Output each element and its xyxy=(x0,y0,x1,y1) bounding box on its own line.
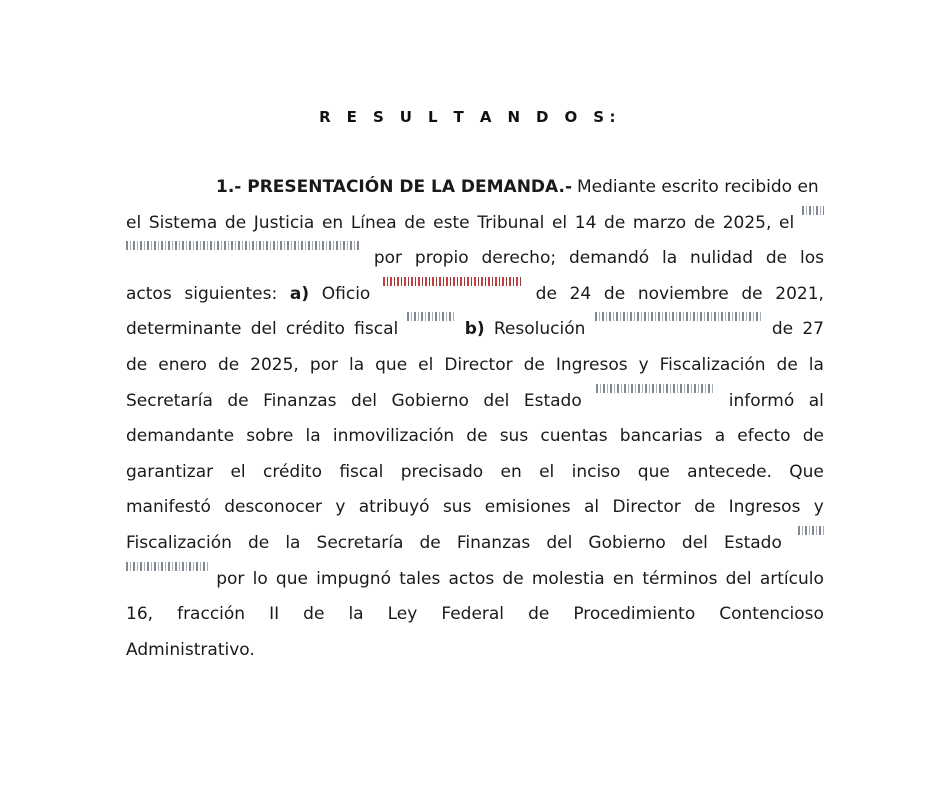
text-word: y xyxy=(335,497,346,518)
text-word: de xyxy=(126,354,148,375)
text-word: en xyxy=(321,212,344,233)
text-word: II xyxy=(269,604,280,625)
text-word: de xyxy=(303,604,325,625)
text-word: Sistema xyxy=(148,212,218,233)
redacted-text xyxy=(126,241,361,250)
text-word: inmovilización xyxy=(332,426,455,447)
text-word: sobre xyxy=(246,426,294,447)
text-word: de xyxy=(776,354,798,375)
text-word: inciso xyxy=(571,461,621,482)
text-word: bancarias xyxy=(619,426,703,447)
text-word: al xyxy=(808,390,824,411)
text-word: 24 xyxy=(569,283,592,304)
text-word: Gobierno xyxy=(588,532,666,553)
text-word: por xyxy=(309,354,339,375)
text-word: Administrativo. xyxy=(126,639,255,660)
text-line xyxy=(126,277,824,313)
text-word: atribuyó xyxy=(358,497,430,518)
redacted-text xyxy=(802,206,824,215)
text-word: términos xyxy=(642,568,718,589)
text-word: emisiones xyxy=(484,497,571,518)
text-word: manifestó xyxy=(126,497,211,518)
bold-text: 1.- PRESENTACIÓN DE LA DEMANDA.- xyxy=(216,177,573,197)
text-word: Gobierno xyxy=(391,390,469,411)
text-word: y xyxy=(813,497,824,518)
text-word: lo xyxy=(252,568,268,589)
text-line xyxy=(126,384,824,420)
text-word: de xyxy=(765,248,788,269)
text-word: impugnó xyxy=(316,568,391,589)
redacted-text xyxy=(596,384,714,393)
text-word: de xyxy=(693,212,716,233)
text-word: Finanzas xyxy=(263,390,337,411)
text-word: propio xyxy=(414,248,469,269)
text-word: Ingresos xyxy=(728,497,801,518)
text-word: Ley xyxy=(387,604,418,625)
text-word: de xyxy=(404,212,426,233)
text-word: de xyxy=(528,604,550,625)
text-word: fiscal xyxy=(354,319,399,340)
text-word: de xyxy=(217,354,240,375)
redacted-text xyxy=(407,312,455,321)
text-word: 2025, xyxy=(722,212,772,233)
text-word: artículo xyxy=(759,568,824,589)
text-word: Justicia xyxy=(253,212,315,233)
text-word: del xyxy=(351,390,378,411)
text-line xyxy=(126,597,824,633)
text-word: 14 xyxy=(574,212,597,233)
text-word: Director xyxy=(444,354,513,375)
text-word: el xyxy=(418,354,434,375)
text-word: de xyxy=(248,532,270,553)
text-word: cuentas xyxy=(540,426,608,447)
text-word: determinante xyxy=(126,319,242,340)
redacted-text xyxy=(383,277,523,286)
text-word: la xyxy=(285,532,301,553)
text-word: sus xyxy=(442,497,472,518)
text-word: de xyxy=(535,283,557,304)
paragraph-resultando-1 xyxy=(126,170,824,668)
text-word: Tribunal xyxy=(477,212,545,233)
text-word: efecto xyxy=(737,426,791,447)
text-word: por xyxy=(216,568,245,589)
text-word: fracción xyxy=(177,604,246,625)
text-word: de xyxy=(771,319,794,340)
text-word: siguientes: xyxy=(184,283,278,304)
text-word: el xyxy=(230,461,246,482)
text-word: de xyxy=(419,532,441,553)
text-word: la xyxy=(348,604,364,625)
text-word: Secretaría xyxy=(316,532,404,553)
text-word: nulidad xyxy=(690,248,753,269)
text-word: el xyxy=(551,212,568,233)
text-word: garantizar xyxy=(126,461,214,482)
text-word: informó xyxy=(728,390,795,411)
text-word: crédito xyxy=(285,319,345,340)
redacted-text xyxy=(126,562,208,571)
text-line xyxy=(126,633,824,669)
text-word: Finanzas xyxy=(456,532,531,553)
text-word: que xyxy=(637,461,670,482)
text-word: demandante xyxy=(126,426,235,447)
text-word: el xyxy=(539,461,555,482)
text-word: los xyxy=(799,248,824,269)
text-word: de xyxy=(802,426,824,447)
text-word: de xyxy=(523,354,545,375)
text-word: tales xyxy=(399,568,441,589)
text-word: que xyxy=(275,568,308,589)
redacted-text xyxy=(595,312,763,321)
text-word: actos xyxy=(448,568,495,589)
text-line xyxy=(126,490,824,526)
text-word: del xyxy=(483,390,510,411)
text-word: demandó xyxy=(568,248,650,269)
section-heading: R E S U L T A N D O S: xyxy=(319,108,621,126)
text-word: del xyxy=(681,532,708,553)
text-word: noviembre xyxy=(637,283,729,304)
text-word: de xyxy=(502,568,524,589)
text-word: de xyxy=(224,212,247,233)
text-word: que xyxy=(375,354,408,375)
text-word: a xyxy=(714,426,726,447)
text-word: Director xyxy=(612,497,681,518)
text-word: 16, xyxy=(126,604,154,625)
text-word: el xyxy=(779,212,795,233)
text-word: marzo xyxy=(632,212,687,233)
redacted-text xyxy=(798,526,824,535)
text-word: Estado xyxy=(723,532,782,553)
text-word: de xyxy=(466,426,488,447)
text-line xyxy=(126,455,824,491)
bold-text: a) xyxy=(289,283,310,304)
text-word: 2025, xyxy=(250,354,299,375)
text-word: crédito xyxy=(262,461,322,482)
text-word: de xyxy=(741,283,763,304)
text-word: 27 xyxy=(802,319,824,340)
text-word: Estado xyxy=(523,390,582,411)
text-line xyxy=(126,241,824,277)
text-word: Procedimiento xyxy=(573,604,696,625)
text-word: Línea xyxy=(350,212,397,233)
text-word: desconocer xyxy=(224,497,323,518)
text-word: por xyxy=(373,248,403,269)
text-word: el xyxy=(126,212,142,233)
text-word: en xyxy=(612,568,635,589)
text-word: antecede. xyxy=(687,461,772,482)
text-word: Secretaría xyxy=(126,390,213,411)
text-word: Oficio xyxy=(321,283,371,304)
text-word: 2021, xyxy=(775,283,824,304)
text-word: de xyxy=(603,283,626,304)
text-word: Que xyxy=(789,461,824,482)
text-word: la xyxy=(662,248,678,269)
text-word: del xyxy=(725,568,752,589)
text-word: fiscal xyxy=(339,461,384,482)
text-line xyxy=(126,526,824,562)
text-line xyxy=(126,312,824,348)
text-word: del xyxy=(250,319,277,340)
text-word: de xyxy=(227,390,249,411)
bold-text: b) xyxy=(464,319,485,340)
text-word: derecho; xyxy=(481,248,557,269)
text-word: la xyxy=(305,426,321,447)
text-word: al xyxy=(583,497,600,518)
text-word: Contencioso xyxy=(719,604,824,625)
text-line xyxy=(126,348,824,384)
text-line xyxy=(126,419,824,455)
text-word: este xyxy=(433,212,470,233)
text-word: Ingresos xyxy=(555,354,628,375)
text-word: Fiscalización xyxy=(659,354,766,375)
text-word: Fiscalización xyxy=(126,532,232,553)
text-word: y xyxy=(638,354,649,375)
text-line xyxy=(126,562,824,598)
text-line xyxy=(126,206,824,242)
text-word: de xyxy=(604,212,626,233)
text-word: Resolución xyxy=(493,319,586,340)
text-word: en xyxy=(500,461,522,482)
text-word: la xyxy=(349,354,365,375)
text-word: actos xyxy=(126,283,172,304)
text-word: del xyxy=(546,532,573,553)
text-word: la xyxy=(808,354,824,375)
text-word: Mediante escrito recibido en xyxy=(577,177,819,197)
text-word: precisado xyxy=(400,461,484,482)
text-word: Federal xyxy=(441,604,505,625)
text-word: de xyxy=(694,497,716,518)
text-word: sus xyxy=(499,426,529,447)
text-word: molestia xyxy=(531,568,605,589)
text-line xyxy=(126,170,824,206)
text-word: enero xyxy=(158,354,207,375)
